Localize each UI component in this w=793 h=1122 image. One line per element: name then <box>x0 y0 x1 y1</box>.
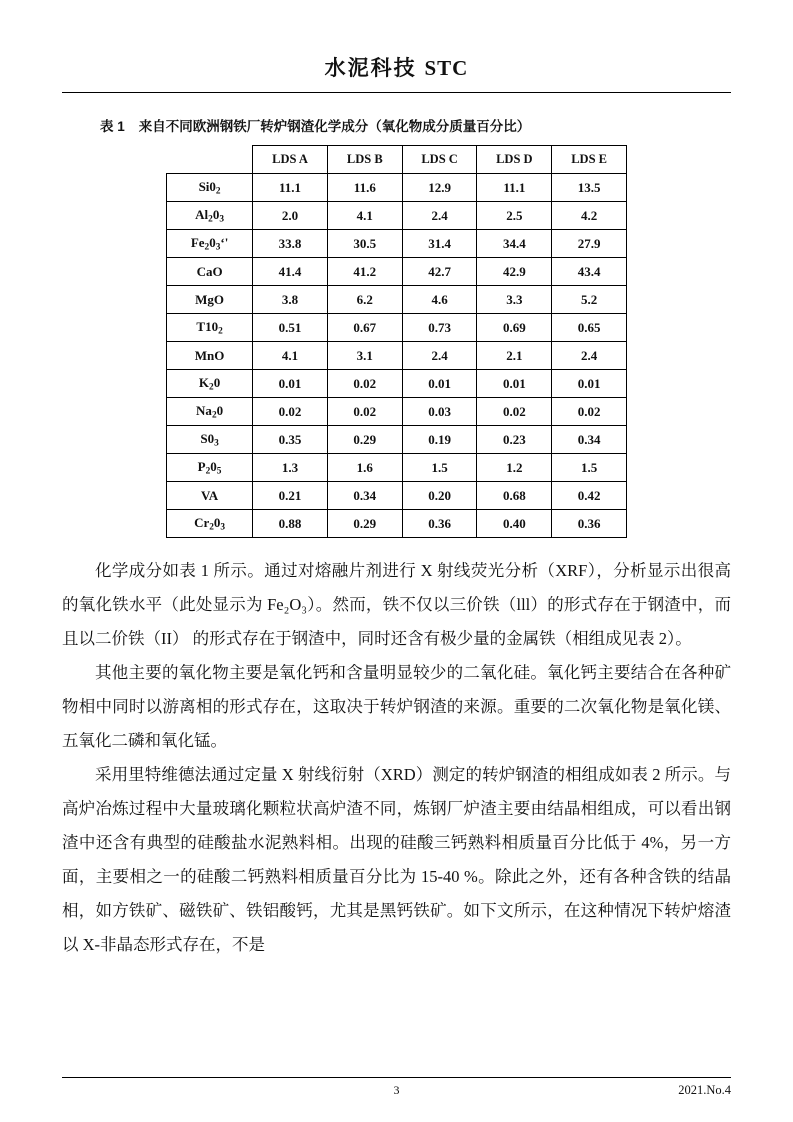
table-cell: 0.02 <box>253 398 328 426</box>
table-cell: 3.1 <box>327 342 402 370</box>
table-row-header: $Si0_2$ <box>167 174 253 202</box>
table-row-header: $P_20_5$ <box>167 454 253 482</box>
header-divider <box>62 92 731 93</box>
body-paragraph: 其他主要的氧化物主要是氧化钙和含量明显较少的二氧化硅。氧化钙主要结合在各种矿物相中同时以游离相的形式存在，这取决于转炉钢渣的来源。重要的二次氧化物是氧化镁、五氧化二磷和氧化锰。 <box>62 663 731 750</box>
table-cell: 0.21 <box>253 482 328 510</box>
table-cell: 1.5 <box>552 454 627 482</box>
table-row <box>167 174 627 202</box>
table-cell: 0.02 <box>477 398 552 426</box>
table-cell: 3.8 <box>253 286 328 314</box>
table-body <box>167 174 627 538</box>
table-cell: 1.5 <box>402 454 477 482</box>
table-cell: 11.1 <box>477 174 552 202</box>
table-row-header: $Na_20$ <box>167 398 253 426</box>
table-cell: 31.4 <box>402 230 477 258</box>
table-cell: 0.51 <box>253 314 328 342</box>
table-cell: 1.3 <box>253 454 328 482</box>
table-row-header: $S0_3$ <box>167 426 253 454</box>
table-row-header: $K_20$ <box>167 370 253 398</box>
table-cell: 41.2 <box>327 258 402 286</box>
table-cell: 2.4 <box>402 342 477 370</box>
table-cell: 0.65 <box>552 314 627 342</box>
table-cell: 13.5 <box>552 174 627 202</box>
table-cell: 2.0 <box>253 202 328 230</box>
table-cell: 0.69 <box>477 314 552 342</box>
table-cell: 4.2 <box>552 202 627 230</box>
table-row-header: $Fe_20_3‘'$ <box>167 230 253 258</box>
table-row <box>167 230 627 258</box>
page-content <box>62 30 731 1090</box>
table-cell: 2.4 <box>552 342 627 370</box>
page-footer <box>62 1077 731 1098</box>
table-cell: 0.29 <box>327 426 402 454</box>
footer-row <box>62 1083 731 1098</box>
table-caption-text: 来自不同欧洲钢铁厂转炉钢渣化学成分（氧化物成分质量百分比） <box>138 119 531 134</box>
header-title-cn: 水泥科技 <box>324 57 417 80</box>
table-cell: 1.6 <box>327 454 402 482</box>
table-row <box>167 258 627 286</box>
header-title-en: STC <box>424 56 469 80</box>
body-paragraph: 采用里特维德法通过定量 X 射线衍射（XRD）测定的转炉钢渣的相组成如表 2 所示。与高炉冶炼过程中大量玻璃化颗粒状高炉渣不同，炼钢厂炉渣主要由结晶相组成，可以看出钢渣中还含有典型的硅酸盐水泥熟料相。出现的硅酸三钙熟料相质量百分比低于 4%，另一方面，主要相之一的硅酸二钙熟料相质量百分比为 15-40 %。除此之外，还有各种含铁的结晶相，如方铁矿、磁铁矿、铁铝酸钙，尤其是黑钙铁矿。如下文所示，在这种情况下转炉熔渣以 X-非晶态形式存在，不是 <box>62 765 731 954</box>
page-header <box>62 30 731 92</box>
table-cell: 0.29 <box>327 510 402 538</box>
table-cell: 3.3 <box>477 286 552 314</box>
table-row-header: CaO <box>167 258 253 286</box>
table-row <box>167 426 627 454</box>
table-cell: 30.5 <box>327 230 402 258</box>
table-cell: 42.9 <box>477 258 552 286</box>
table-row-header: MgO <box>167 286 253 314</box>
table-row <box>167 314 627 342</box>
table-cell: 2.4 <box>402 202 477 230</box>
table-cell: 0.01 <box>552 370 627 398</box>
table-header-row <box>167 146 627 174</box>
table-cell: 11.1 <box>253 174 328 202</box>
body-text <box>62 554 731 962</box>
table-cell: 2.5 <box>477 202 552 230</box>
table-row <box>167 454 627 482</box>
table-cell: 43.4 <box>552 258 627 286</box>
table-corner-cell <box>167 146 253 174</box>
table-caption <box>100 115 731 135</box>
table-cell: 0.34 <box>552 426 627 454</box>
table-cell: 33.8 <box>253 230 328 258</box>
table-cell: 0.88 <box>253 510 328 538</box>
table-row <box>167 370 627 398</box>
page-number: 3 <box>393 1083 400 1097</box>
table-cell: 0.34 <box>327 482 402 510</box>
table-cell: 0.01 <box>253 370 328 398</box>
table-cell: 0.36 <box>402 510 477 538</box>
table-cell: 41.4 <box>253 258 328 286</box>
table-cell: 2.1 <box>477 342 552 370</box>
table-row <box>167 510 627 538</box>
table-cell: 27.9 <box>552 230 627 258</box>
table-cell: 0.68 <box>477 482 552 510</box>
table-column-header: LDS B <box>327 146 402 174</box>
table-row-header: $T10_2$ <box>167 314 253 342</box>
table-cell: 34.4 <box>477 230 552 258</box>
table-cell: 0.02 <box>552 398 627 426</box>
table-cell: 11.6 <box>327 174 402 202</box>
table-cell: 0.67 <box>327 314 402 342</box>
table-cell: 0.36 <box>552 510 627 538</box>
table-cell: 1.2 <box>477 454 552 482</box>
table-row <box>167 202 627 230</box>
table-column-header: LDS A <box>253 146 328 174</box>
table-row <box>167 286 627 314</box>
table-cell: 0.23 <box>477 426 552 454</box>
table-cell: 0.20 <box>402 482 477 510</box>
table-row <box>167 482 627 510</box>
table-cell: 12.9 <box>402 174 477 202</box>
table-cell: 0.40 <box>477 510 552 538</box>
table-row <box>167 398 627 426</box>
table-caption-number: 表 1 <box>100 119 125 134</box>
table-cell: 4.1 <box>253 342 328 370</box>
table-row-header: $Cr_20_3$ <box>167 510 253 538</box>
table-row-header: $Al_20_3$ <box>167 202 253 230</box>
table-cell: 42.7 <box>402 258 477 286</box>
table-column-header: LDS C <box>402 146 477 174</box>
table-cell: 4.6 <box>402 286 477 314</box>
table-cell: 5.2 <box>552 286 627 314</box>
table-row <box>167 342 627 370</box>
table-cell: 0.42 <box>552 482 627 510</box>
body-paragraph: 化学成分如表 1 所示。通过对熔融片剂进行 X 射线荧光分析（XRF），分析显示出很高的氧化铁水平（此处显示为 Fe₂O₃）。然而，铁不仅以三价铁（lll）的形式存在于钢渣中，而且以二价铁（II） 的形式存在于钢渣中，同时还含有极少量的金属铁（相组成见表 2）。 <box>62 561 731 648</box>
table-row-header: VA <box>167 482 253 510</box>
issue-label: 2021.No.4 <box>678 1083 731 1097</box>
table-cell: 0.19 <box>402 426 477 454</box>
table-cell: 6.2 <box>327 286 402 314</box>
footer-divider <box>62 1077 731 1078</box>
table-cell: 0.02 <box>327 398 402 426</box>
table-cell: 4.1 <box>327 202 402 230</box>
table-cell: 0.35 <box>253 426 328 454</box>
slag-composition-table <box>166 145 627 538</box>
table-column-header: LDS D <box>477 146 552 174</box>
table-cell: 0.02 <box>327 370 402 398</box>
table-row-header: MnO <box>167 342 253 370</box>
table-cell: 0.03 <box>402 398 477 426</box>
table-cell: 0.01 <box>477 370 552 398</box>
table-cell: 0.73 <box>402 314 477 342</box>
table-column-header: LDS E <box>552 146 627 174</box>
table-cell: 0.01 <box>402 370 477 398</box>
